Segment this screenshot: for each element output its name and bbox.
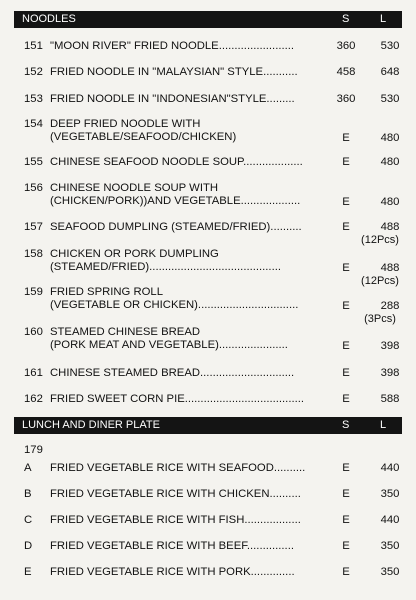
- item-number: 161: [24, 367, 43, 379]
- item-price-small: 360: [336, 93, 356, 105]
- item-price-small: E: [342, 367, 350, 379]
- item-name: STEAMED CHINESE BREAD (PORK MEAT AND VEGETABLE)......................: [50, 326, 288, 351]
- noodles-size-s-header: S: [342, 13, 350, 25]
- item-price-large: 530: [380, 93, 400, 105]
- item-price-large: 480: [380, 156, 400, 168]
- item-price-small: E: [342, 300, 350, 312]
- item-price-small: E: [342, 488, 350, 500]
- noodles-section-title: NOODLES: [22, 13, 76, 25]
- item-price-small: E: [342, 540, 350, 552]
- item-price-small: 458: [336, 66, 356, 78]
- lunch-size-s-header: S: [342, 419, 350, 431]
- item-price-small: E: [342, 462, 350, 474]
- item-number: 153: [24, 93, 43, 105]
- item-name: CHINESE STEAMED BREAD..............................: [50, 367, 295, 379]
- item-name: CHINESE NOODLE SOUP WITH (CHICKEN/PORK))AND VEGETABLE...................: [50, 182, 301, 207]
- item-piece-count: (12Pcs): [361, 234, 399, 246]
- item-number: 156: [24, 182, 43, 194]
- item-price-small: E: [342, 196, 350, 208]
- item-price-small: E: [342, 340, 350, 352]
- item-name: FRIED VEGETABLE RICE WITH PORK..............: [50, 566, 295, 578]
- item-price-large: 288: [380, 300, 400, 312]
- item-price-large: 588: [380, 393, 400, 405]
- item-name: FRIED VEGETABLE RICE WITH SEAFOOD..........: [50, 462, 306, 474]
- item-price-small: 360: [336, 40, 356, 52]
- item-name: SEAFOOD DUMPLING (STEAMED/FRIED)..........: [50, 221, 302, 233]
- item-price-small: E: [342, 393, 350, 405]
- item-letter: E: [24, 566, 32, 578]
- item-name: FRIED SWEET CORN PIE......................................: [50, 393, 305, 405]
- item-price-large: 480: [380, 196, 400, 208]
- item-price-large: 350: [380, 540, 400, 552]
- item-number: 157: [24, 221, 43, 233]
- item-name: FRIED NOODLE IN "MALAYSIAN" STYLE...........: [50, 66, 298, 78]
- item-letter: A: [24, 462, 32, 474]
- item-name: FRIED SPRING ROLL (VEGETABLE OR CHICKEN)................................: [50, 286, 299, 311]
- item-price-small: E: [342, 221, 350, 233]
- item-name: FRIED NOODLE IN "INDONESIAN"STYLE.........: [50, 93, 295, 105]
- item-price-large: 398: [380, 367, 400, 379]
- item-price-small: E: [342, 514, 350, 526]
- noodles-header-bar: [14, 11, 402, 28]
- item-number: 151: [24, 40, 43, 52]
- item-name: FRIED VEGETABLE RICE WITH FISH..................: [50, 514, 301, 526]
- item-name: FRIED VEGETABLE RICE WITH CHICKEN..........: [50, 488, 301, 500]
- item-name: "MOON RIVER" FRIED NOODLE........................: [50, 40, 295, 52]
- item-price-small: E: [342, 132, 350, 144]
- item-price-large: 488: [380, 262, 400, 274]
- item-piece-count: (12Pcs): [361, 275, 399, 287]
- item-price-small: E: [342, 156, 350, 168]
- noodles-size-l-header: L: [380, 13, 387, 25]
- item-price-large: 350: [380, 566, 400, 578]
- lunch-size-l-header: L: [380, 419, 387, 431]
- item-price-large: 488: [380, 221, 400, 233]
- item-price-large: 530: [380, 40, 400, 52]
- lunch-item-code: 179: [24, 444, 43, 456]
- item-number: 152: [24, 66, 43, 78]
- item-letter: C: [24, 514, 33, 526]
- item-name: CHINESE SEAFOOD NOODLE SOUP...................: [50, 156, 303, 168]
- item-price-large: 398: [380, 340, 400, 352]
- item-number: 160: [24, 326, 43, 338]
- item-name: FRIED VEGETABLE RICE WITH BEEF...............: [50, 540, 294, 552]
- item-price-small: E: [342, 262, 350, 274]
- item-number: 159: [24, 286, 43, 298]
- item-name: DEEP FRIED NOODLE WITH (VEGETABLE/SEAFOOD/CHICKEN): [50, 118, 237, 143]
- item-price-large: 440: [380, 462, 400, 474]
- lunch-header-bar: [14, 417, 402, 434]
- item-number: 158: [24, 248, 43, 260]
- item-letter: B: [24, 488, 32, 500]
- item-price-small: E: [342, 566, 350, 578]
- item-price-large: 480: [380, 132, 400, 144]
- item-name: CHICKEN OR PORK DUMPLING (STEAMED/FRIED)..........................................: [50, 248, 281, 273]
- lunch-section-title: LUNCH AND DINER PLATE: [22, 419, 160, 431]
- item-price-large: 350: [380, 488, 400, 500]
- item-number: 154: [24, 118, 43, 130]
- item-number: 162: [24, 393, 43, 405]
- item-price-large: 440: [380, 514, 400, 526]
- item-price-large: 648: [380, 66, 400, 78]
- item-piece-count: (3Pcs): [364, 313, 396, 325]
- item-letter: D: [24, 540, 33, 552]
- item-number: 155: [24, 156, 43, 168]
